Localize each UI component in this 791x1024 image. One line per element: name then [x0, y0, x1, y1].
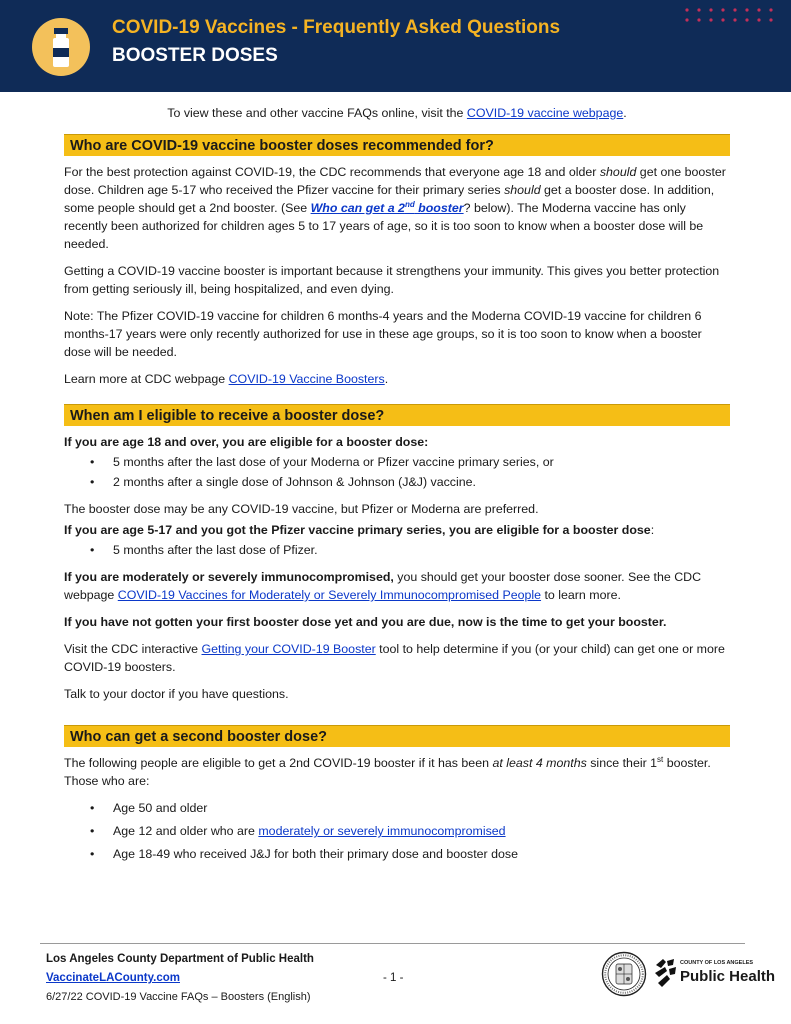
recommendation-paragraph: For the best protection against COVID-19, the CDC recommends that everyone age 18 and older should get one booster dose. Children age 5-17 who received the Pfizer vaccine for their primary series should get a booster dose. In addition, some people should get a 2nd booster. (See Who can get a 2nd booster? below). The Moderna vaccine has only recently been authorized for children ages 5 to 17 years of age, so it is too soon to know when a booster dose will be needed.: [64, 165, 726, 251]
intro-end: .: [623, 106, 627, 120]
immunocompromised-paragraph: If you are moderately or severely immunocompromised, you should get your booster dose sooner. See the CDC webpage COVID-19 Vaccines for Moderately or Severely Immunocompromised People to learn more.: [64, 570, 702, 602]
note-paragraph: Note: The Pfizer COVID-19 vaccine for children 6 months-4 years and the Moderna COVID-19 vaccine for children 6 months-17 years were only recently authorized for use in these age groups, so it is too soon to know when a booster dose will be needed.: [64, 309, 702, 359]
list-item: • Age 12 and older who are moderately or severely immunocompromised: [90, 820, 730, 843]
page-title: COVID-19 Vaccines - Frequently Asked Questions: [112, 17, 561, 38]
any-vaccine-line: The booster dose may be any COVID-19 vaccine, but Pfizer or Moderna are preferred.: [64, 502, 539, 516]
section-heading-second-booster: Who can get a second booster dose?: [64, 725, 730, 747]
list-item: • 5 months after the last dose of Pfizer.: [90, 540, 730, 560]
intro-line: [64, 104, 730, 122]
list-item: • 5 months after the last dose of your Moderna or Pfizer vaccine primary series, or: [90, 452, 730, 472]
footer-website-link[interactable]: VaccinateLACounty.com: [46, 972, 180, 984]
booster-tool-paragraph: Visit the CDC interactive Getting your COVID-19 Booster tool to help determine if you (or your child) can get one or more COVID-19 boosters.: [64, 642, 725, 674]
section-heading-eligible: When am I eligible to receive a booster dose?: [64, 404, 730, 426]
importance-paragraph: Getting a COVID-19 vaccine booster is important because it strengthens your immunity. This gives you better protection from getting seriously ill, being hospitalized, and even dying.: [64, 264, 720, 296]
immunocompromised-link[interactable]: COVID-19 Vaccines for Moderately or Severely Immunocompromised People: [117, 588, 542, 602]
second-booster-list: [90, 797, 730, 866]
vaccine-vial-icon: [50, 28, 72, 68]
vaccine-webpage-link[interactable]: COVID-19 vaccine webpage: [466, 106, 624, 120]
second-booster-link[interactable]: Who can get a 2nd booster: [310, 199, 464, 215]
main-content: [64, 104, 730, 874]
list-item: • 2 months after a single dose of Johnson & Johnson (J&J) vaccine.: [90, 472, 730, 492]
page-number: - 1 -: [383, 972, 404, 984]
footer-divider: [40, 943, 745, 944]
county-seal-icon: [601, 951, 647, 997]
youth-eligibility-list: [90, 540, 730, 560]
immunocompromised-link-2[interactable]: moderately or severely immunocompromised: [258, 824, 506, 838]
list-item: • Age 50 and older: [90, 797, 730, 820]
footer-date-line: 6/27/22 COVID-19 Vaccine FAQs – Boosters (English): [46, 991, 311, 1003]
logo-county-text: COUNTY OF LOS ANGELES: [680, 960, 754, 966]
page-subtitle: BOOSTER DOSES: [112, 45, 278, 66]
adult-eligibility-lead: If you are age 18 and over, you are eligible for a booster dose:: [64, 435, 429, 449]
dot-grid-decoration: [683, 6, 779, 30]
logo-public-health-text: Public Health: [680, 968, 776, 985]
page-header: [0, 0, 791, 92]
intro-text: To view these and other vaccine FAQs online, visit the: [167, 106, 467, 120]
cdc-boosters-link[interactable]: COVID-19 Vaccine Boosters: [228, 372, 385, 386]
footer-org: Los Angeles County Department of Public Health: [46, 953, 314, 965]
doctor-line: Talk to your doctor if you have questions.: [64, 687, 289, 701]
youth-eligibility-lead: If you are age 5-17 and you got the Pfizer vaccine primary series, you are eligible for a booster dose:: [64, 523, 655, 537]
second-booster-intro: The following people are eligible to get a 2nd COVID-19 booster if it has been at least 4 months since their 1st booster. Those who are:: [64, 754, 711, 788]
section-heading-recommended: Who are COVID-19 vaccine booster doses recommended for?: [64, 134, 730, 156]
list-item: • Age 18-49 who received J&J for both their primary dose and booster dose: [90, 843, 730, 866]
adult-eligibility-list: [90, 452, 730, 492]
learn-more-line: Learn more at CDC webpage COVID-19 Vaccine Boosters.: [64, 372, 389, 386]
booster-tool-link[interactable]: Getting your COVID-19 Booster: [201, 642, 376, 656]
due-now-line: If you have not gotten your first booster dose yet and you are due, now is the time to get your booster.: [64, 615, 667, 629]
